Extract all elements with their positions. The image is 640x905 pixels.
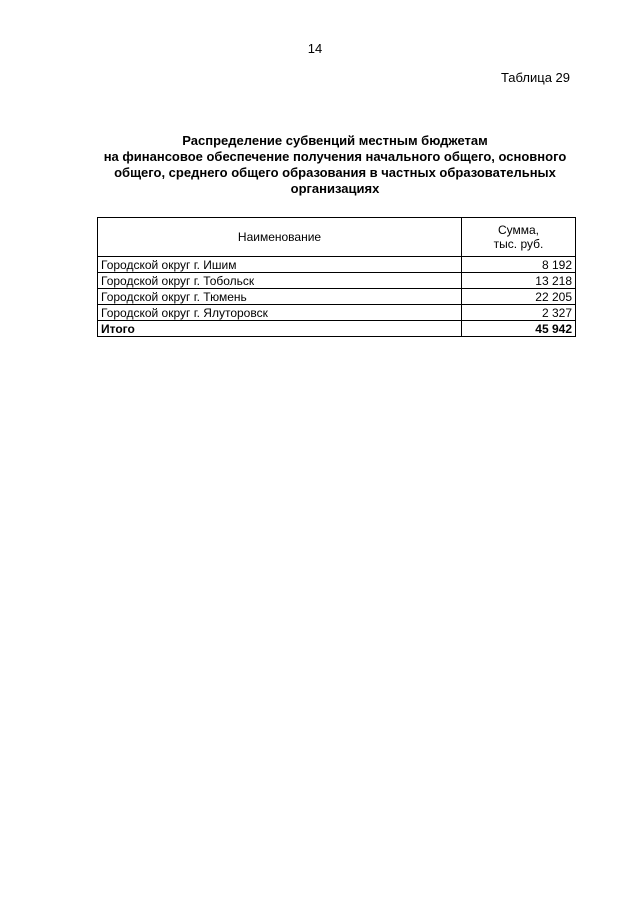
title-line: общего, среднего общего образования в частных образовательных bbox=[114, 165, 556, 180]
total-sum: 45 942 bbox=[462, 321, 576, 337]
row-sum: 8 192 bbox=[462, 257, 576, 273]
title-line: на финансовое обеспечение получения начального общего, основного bbox=[103, 149, 567, 164]
table-row bbox=[98, 305, 576, 321]
header-sum bbox=[462, 218, 576, 257]
row-sum: 2 327 bbox=[462, 305, 576, 321]
document-title bbox=[95, 133, 575, 197]
row-name: Городской округ г. Тюмень bbox=[98, 289, 462, 305]
table-row bbox=[98, 257, 576, 273]
row-sum: 13 218 bbox=[462, 273, 576, 289]
page-number: 14 bbox=[307, 41, 323, 56]
table-row bbox=[98, 289, 576, 305]
table-total-row bbox=[98, 321, 576, 337]
row-name: Городской округ г. Тобольск bbox=[98, 273, 462, 289]
header-name: Наименование bbox=[98, 218, 462, 257]
row-name: Городской округ г. Ялуторовск bbox=[98, 305, 462, 321]
title-line: Распределение субвенций местным бюджетам bbox=[182, 133, 488, 148]
header-sum-line1: Сумма, bbox=[497, 223, 540, 237]
title-line: организациях bbox=[290, 181, 380, 196]
total-label: Итого bbox=[98, 321, 462, 337]
table-row bbox=[98, 273, 576, 289]
subsidy-table bbox=[97, 217, 576, 337]
table-caption: Таблица 29 bbox=[500, 70, 570, 85]
row-sum: 22 205 bbox=[462, 289, 576, 305]
row-name: Городской округ г. Ишим bbox=[98, 257, 462, 273]
table-header-row bbox=[98, 218, 576, 257]
header-sum-line2: тыс. руб. bbox=[493, 237, 544, 251]
